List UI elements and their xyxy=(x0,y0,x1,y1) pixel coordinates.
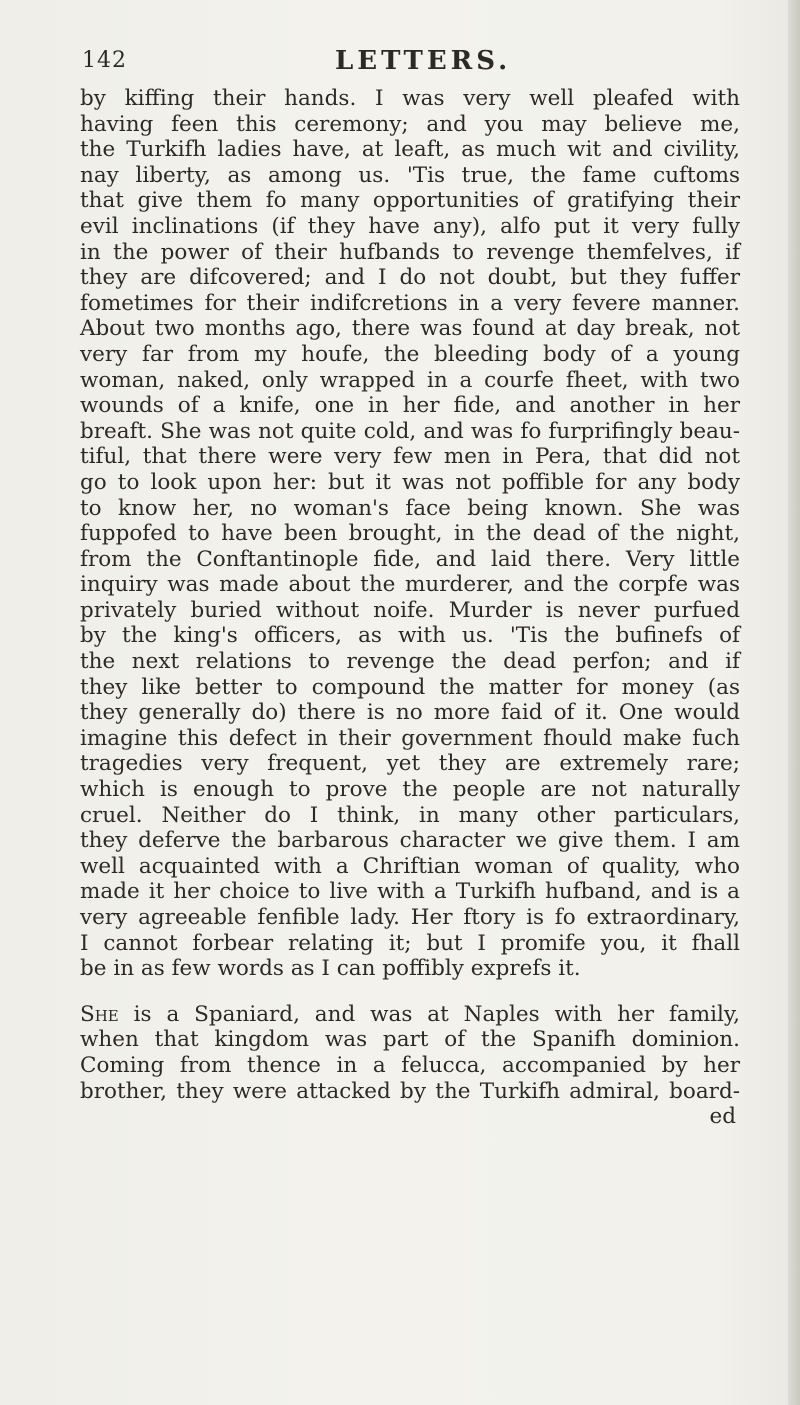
text-line: breaft. She was not quite cold, and was fo furprifingly beau- xyxy=(80,418,740,444)
text-line: imagine this defect in their government fhould make fuch xyxy=(80,725,740,751)
text-line: by kiffing their hands. I was very well pleafed with xyxy=(80,86,740,111)
text-line: to know her, no woman's face being known. She was xyxy=(80,495,740,521)
text-line: well acquainted with a Chriftian woman of quality, who xyxy=(80,853,740,879)
text-line: fometimes for their indifcretions in a very fevere manner. xyxy=(80,290,740,316)
text-line: they are difcovered; and I do not doubt, but they fuffer xyxy=(80,265,740,291)
text-line: evil inclinations (if they have any), alfo put it very fully xyxy=(80,213,740,239)
text-line: they like better to compound the matter for money (as xyxy=(80,674,740,700)
text-line: be in as few words as I can poffibly exprefs it. xyxy=(80,956,581,982)
text-line: the next relations to revenge the dead perfon; and if xyxy=(80,649,740,675)
text-line: tiful, that there were very few men in Pera, that did not xyxy=(80,444,740,470)
first-line-rest: is a Spaniard, and was at Naples with her family, xyxy=(118,1001,740,1027)
text-line: wounds of a knife, one in her fide, and another in her xyxy=(80,393,740,419)
text-line: privately buried without noife. Murder is never purfued xyxy=(80,597,740,623)
text-line: from the Conftantinople fide, and laid there. Very little xyxy=(80,546,740,572)
text-line: when that kingdom was part of the Spanifh dominion. xyxy=(80,1027,740,1053)
text-line: inquiry was made about the murderer, and the corpfe was xyxy=(80,572,740,598)
body-text xyxy=(80,86,740,1130)
text-line: by the king's officers, as with us. 'Tis the bufinefs of xyxy=(80,623,740,649)
text-line: brother, they were attacked by the Turkifh admiral, board- xyxy=(80,1078,740,1104)
text-line: having feen this ceremony; and you may believe me, xyxy=(80,111,740,137)
text-line: Coming from thence in a felucca, accompanied by her xyxy=(80,1052,740,1078)
paragraph-2 xyxy=(80,1002,740,1104)
page-number: 142 xyxy=(82,48,127,73)
text-line: made it her choice to live with a Turkifh hufband, and is a xyxy=(80,879,740,905)
text-line: fuppofed to have been brought, in the dead of the night, xyxy=(80,521,740,547)
text-line: I cannot forbear relating it; but I promife you, it fhall xyxy=(80,930,740,956)
text-line xyxy=(80,1002,740,1028)
text-line: the Turkifh ladies have, at leaft, as much wit and civility, xyxy=(80,137,740,163)
text-line: woman, naked, only wrapped in a courfe fheet, with two xyxy=(80,367,740,393)
running-title: LETTERS. xyxy=(335,46,512,76)
text-line: go to look upon her: but it was not poffible for any body xyxy=(80,469,740,495)
text-line: About two months ago, there was found at day break, not xyxy=(80,316,740,342)
small-caps-opening: She xyxy=(80,1001,119,1027)
catchword: ed xyxy=(709,1104,736,1130)
page-edge-shadow xyxy=(788,0,800,1405)
paragraph-gap xyxy=(80,982,740,1002)
text-line: they deferve the barbarous character we give them. I am xyxy=(80,828,740,854)
text-line: in the power of their hufbands to revenge themfelves, if xyxy=(80,239,740,265)
text-line: tragedies very frequent, yet they are extremely rare; xyxy=(80,751,740,777)
text-line: which is enough to prove the people are not naturally xyxy=(80,777,740,803)
page-header xyxy=(80,44,740,84)
text-line: that give them fo many opportunities of gratifying their xyxy=(80,188,740,214)
text-line: cruel. Neither do I think, in many other particulars, xyxy=(80,802,740,828)
text-line: very far from my houfe, the bleeding body of a young xyxy=(80,341,740,367)
text-line: they generally do) there is no more faid of it. One would xyxy=(80,700,740,726)
text-line: nay liberty, as among us. 'Tis true, the fame cuftoms xyxy=(80,162,740,188)
text-line: very agreeable fenfible lady. Her ftory is fo extraordinary, xyxy=(80,905,740,930)
paragraph-1 xyxy=(80,86,740,982)
